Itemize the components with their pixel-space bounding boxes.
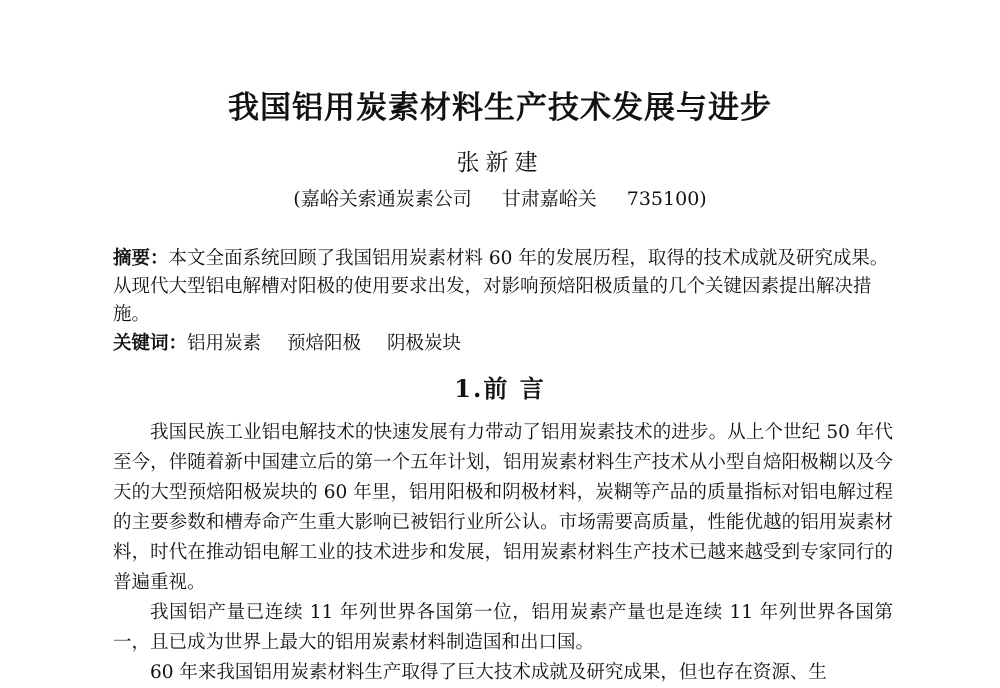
affiliation-postcode: 735100 [626,188,700,210]
keywords [113,330,893,358]
keywords-label: 关键词： [113,333,188,354]
affiliation-open-paren: ( [293,188,301,210]
affiliation [0,184,1000,211]
body-paragraph: 我国民族工业铝电解技术的快速发展有力带动了铝用炭素技术的进步。从上个世纪 50 年代至今，伴随着新中国建立后的第一个五年计划，铝用炭素材料生产技术从小型自焙阳极糊以及今天的大型预焙阳极炭块的 60 年里，铝用阳极和阴极材料，炭糊等产品的质量指标对铝电解过程的主要参数和槽寿命产生重大影响已被铝行业所公认。市场需要高质量，性能优越的铝用炭素材料，时代在推动铝电解工业的技术进步和发展，铝用炭素材料生产技术已越来越受到专家同行的普遍重视。 [113,422,893,593]
affiliation-org: 嘉峪关索通炭素公司 [300,188,472,210]
keyword-item: 铝用炭素 [187,333,262,354]
section-heading: 1.前 言 [454,374,546,403]
keyword-item: 阴极炭块 [387,333,462,354]
abstract-text: 本文全面系统回顾了我国铝用炭素材料 60 年的发展历程，取得的技术成就及研究成果。从现代大型铝电解槽对阳极的使用要求出发，对影响预焙阳极质量的几个关键因素提出解决措施。 [113,248,889,325]
affiliation-close-paren: ) [699,188,707,210]
body-paragraph: 我国铝产量已连续 11 年列世界各国第一位，铝用炭素产量也是连续 11 年列世界各国第一，且已成为世界上最大的铝用炭素材料制造国和出口国。 [113,602,893,653]
abstract [113,245,893,329]
affiliation-location: 甘肃嘉峪关 [501,188,597,210]
body-text [113,418,893,688]
keyword-item: 预焙阳极 [287,333,362,354]
paper-title: 我国铝用炭素材料生产技术发展与进步 [228,90,772,126]
body-paragraph: 60 年来我国铝用炭素材料生产取得了巨大技术成就及研究成果，但也存在资源、生 [150,662,827,683]
abstract-label: 摘要： [113,248,169,269]
author-name: 张新建 [456,150,544,176]
